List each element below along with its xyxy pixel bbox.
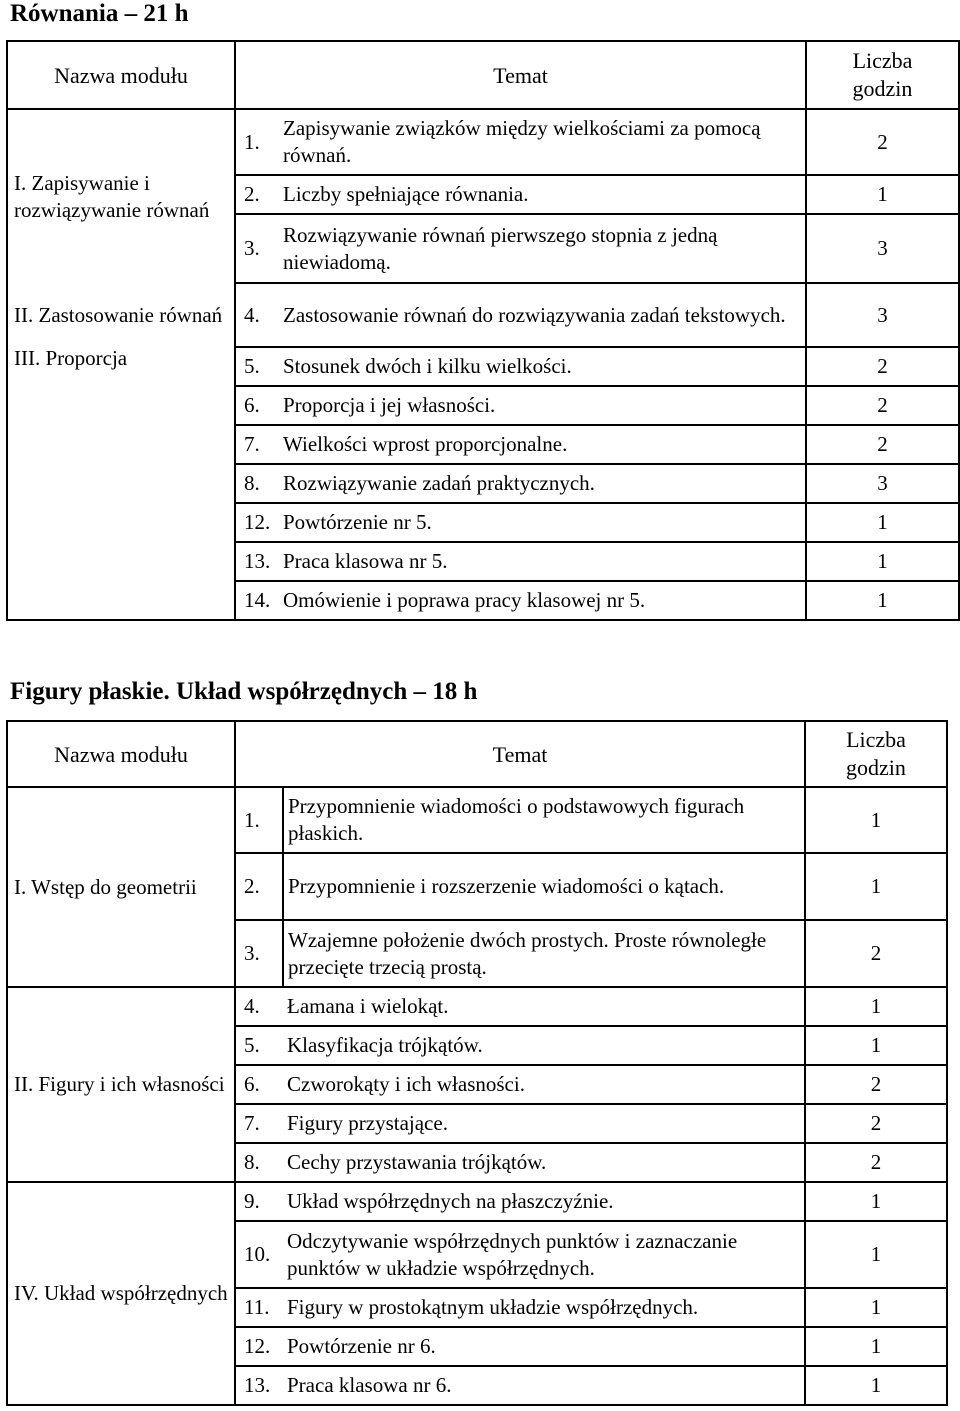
row-topic: Praca klasowa nr 6. <box>283 1366 805 1405</box>
lesson-plan-table <box>6 40 960 621</box>
row-hours: 1 <box>806 581 959 620</box>
row-hours: 2 <box>806 109 959 175</box>
header-hours <box>805 721 947 787</box>
row-number: 10. <box>235 1221 283 1288</box>
row-hours: 3 <box>806 214 959 283</box>
module-cell: I. Wstęp do geometrii <box>7 787 235 987</box>
row-number: 8. <box>235 1143 283 1182</box>
section-title: Figury płaskie. Układ współrzędnych – 18 h <box>10 678 478 705</box>
header-row <box>7 721 947 787</box>
row-number: 1. <box>235 109 279 175</box>
row-number: 6. <box>235 1065 283 1104</box>
row-topic: Odczytywanie współrzędnych punktów i zaznaczanie punktów w układzie współrzędnych. <box>283 1221 805 1288</box>
row-hours: 2 <box>805 1143 947 1182</box>
row-hours: 2 <box>806 425 959 464</box>
row-hours: 1 <box>806 175 959 214</box>
row-number: 5. <box>235 1026 283 1065</box>
header-hours-line2: godzin <box>846 755 906 780</box>
row-hours: 1 <box>805 987 947 1026</box>
row-hours: 3 <box>806 464 959 503</box>
row-number: 4. <box>235 283 279 347</box>
row-topic: Figury przystające. <box>283 1104 805 1143</box>
row-topic: Powtórzenie nr 6. <box>283 1327 805 1366</box>
header-module: Nazwa modułu <box>7 721 235 787</box>
module-label: III. Proporcja <box>14 346 128 370</box>
section-title: Równania – 21 h <box>10 0 189 27</box>
row-hours: 1 <box>805 1288 947 1327</box>
row-topic: Rozwiązywanie równań pierwszego stopnia z jedną niewiadomą. <box>279 214 806 283</box>
row-topic: Przypomnienie i rozszerzenie wiadomości o kątach. <box>283 853 805 920</box>
row-hours: 1 <box>805 1221 947 1288</box>
row-topic: Proporcja i jej własności. <box>279 386 806 425</box>
module-cell: IV. Układ współrzędnych <box>7 1182 235 1405</box>
row-hours: 1 <box>806 542 959 581</box>
module-cell: II. Zastosowanie równań <box>7 283 235 347</box>
row-hours: 1 <box>805 1026 947 1065</box>
row-number: 1. <box>235 787 283 853</box>
row-number: 12. <box>235 1327 283 1366</box>
row-number: 13. <box>235 542 279 581</box>
row-hours: 2 <box>805 1065 947 1104</box>
header-module: Nazwa modułu <box>7 41 235 109</box>
module-cell: II. Figury i ich własności <box>7 987 235 1182</box>
row-hours: 1 <box>805 1327 947 1366</box>
row-hours: 1 <box>805 853 947 920</box>
row-number: 7. <box>235 425 279 464</box>
row-topic: Stosunek dwóch i kilku wielkości. <box>279 347 806 386</box>
row-hours: 2 <box>805 920 947 987</box>
row-topic: Układ współrzędnych na płaszczyźnie. <box>283 1182 805 1221</box>
row-hours: 3 <box>806 283 959 347</box>
row-number: 9. <box>235 1182 283 1221</box>
row-hours: 2 <box>806 386 959 425</box>
row-hours: 1 <box>805 787 947 853</box>
row-hours: 1 <box>805 1366 947 1405</box>
row-number: 13. <box>235 1366 283 1405</box>
header-hours-line1: Liczba <box>846 727 906 752</box>
header-hours-line2: godzin <box>852 76 913 101</box>
module-cell: I. Zapisywanie i rozwiązywanie równań <box>7 109 235 283</box>
module-cell <box>7 347 235 620</box>
row-topic: Cechy przystawania trójkątów. <box>283 1143 805 1182</box>
row-topic: Wielkości wprost proporcjonalne. <box>279 425 806 464</box>
row-number: 12. <box>235 503 279 542</box>
row-topic: Figury w prostokątnym układzie współrzędnych. <box>283 1288 805 1327</box>
header-topic: Temat <box>235 721 805 787</box>
row-hours: 2 <box>805 1104 947 1143</box>
row-number: 2. <box>235 853 283 920</box>
row-number: 4. <box>235 987 283 1026</box>
row-topic: Zastosowanie równań do rozwiązywania zadań tekstowych. <box>279 283 806 347</box>
row-number: 6. <box>235 386 279 425</box>
row-number: 7. <box>235 1104 283 1143</box>
header-row <box>7 41 959 109</box>
row-topic: Liczby spełniające równania. <box>279 175 806 214</box>
lesson-plan-table <box>6 720 948 1406</box>
row-topic: Rozwiązywanie zadań praktycznych. <box>279 464 806 503</box>
row-hours: 1 <box>805 1182 947 1221</box>
row-hours: 2 <box>806 347 959 386</box>
row-topic: Omówienie i poprawa pracy klasowej nr 5. <box>279 581 806 620</box>
table-row <box>7 987 947 1026</box>
table-row <box>7 347 959 386</box>
row-topic: Czworokąty i ich własności. <box>283 1065 805 1104</box>
row-number: 8. <box>235 464 279 503</box>
row-number: 3. <box>235 214 279 283</box>
row-topic: Klasyfikacja trójkątów. <box>283 1026 805 1065</box>
header-hours-line1: Liczba <box>852 48 913 73</box>
header-hours <box>806 41 959 109</box>
row-topic: Powtórzenie nr 5. <box>279 503 806 542</box>
row-hours: 1 <box>806 503 959 542</box>
row-topic: Wzajemne położenie dwóch prostych. Proste równoległe przecięte trzecią prostą. <box>283 920 805 987</box>
row-topic: Praca klasowa nr 5. <box>279 542 806 581</box>
table-row <box>7 787 947 853</box>
row-topic: Zapisywanie związków między wielkościami za pomocą równań. <box>279 109 806 175</box>
row-number: 2. <box>235 175 279 214</box>
row-topic: Łamana i wielokąt. <box>283 987 805 1026</box>
row-number: 11. <box>235 1288 283 1327</box>
table-row <box>7 283 959 347</box>
table-row <box>7 109 959 175</box>
row-number: 3. <box>235 920 283 987</box>
row-number: 14. <box>235 581 279 620</box>
table-row <box>7 1182 947 1221</box>
row-topic: Przypomnienie wiadomości o podstawowych figurach płaskich. <box>283 787 805 853</box>
header-topic: Temat <box>235 41 806 109</box>
row-number: 5. <box>235 347 279 386</box>
